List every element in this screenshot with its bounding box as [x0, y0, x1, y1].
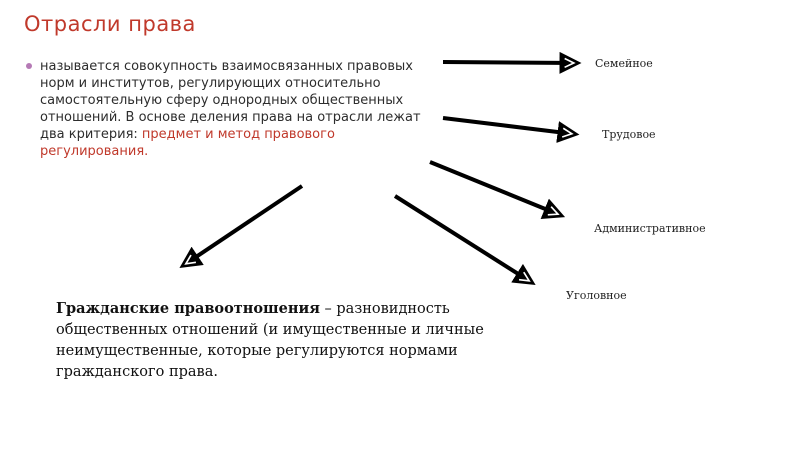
arrow-administrativnoe-icon — [430, 162, 560, 215]
branch-ugolovnoe: Уголовное — [566, 289, 627, 302]
arrow-civil-icon — [184, 186, 302, 265]
branch-administrativnoe: Административное — [594, 222, 706, 235]
definition-body: называется совокупность взаимосвязанных правовых норм и институтов, регулирующих относительно самостоятельную сферу однородных общественных отношений. В основе деления права на отрасли лежат два критерия: — [40, 59, 421, 142]
arrow-semeynoe-icon — [443, 62, 576, 63]
branch-trudovoe: Трудовое — [602, 128, 656, 141]
definition-emphasis: предмет и метод правового регулирования. — [40, 127, 335, 159]
civil-definition-text: – разновидность общественных отношений (и имущественные и личные неимущественные, которые регулируются нормами гражданского права. — [56, 301, 484, 380]
arrow-ugolovnoe-icon — [395, 196, 531, 282]
civil-term: Гражданские правоотношения — [56, 300, 320, 317]
arrow-trudovoe-icon — [443, 118, 574, 134]
branch-semeynoe: Семейное — [595, 57, 653, 70]
slide-title: Отрасли права — [24, 12, 196, 36]
civil-definition — [56, 298, 496, 383]
